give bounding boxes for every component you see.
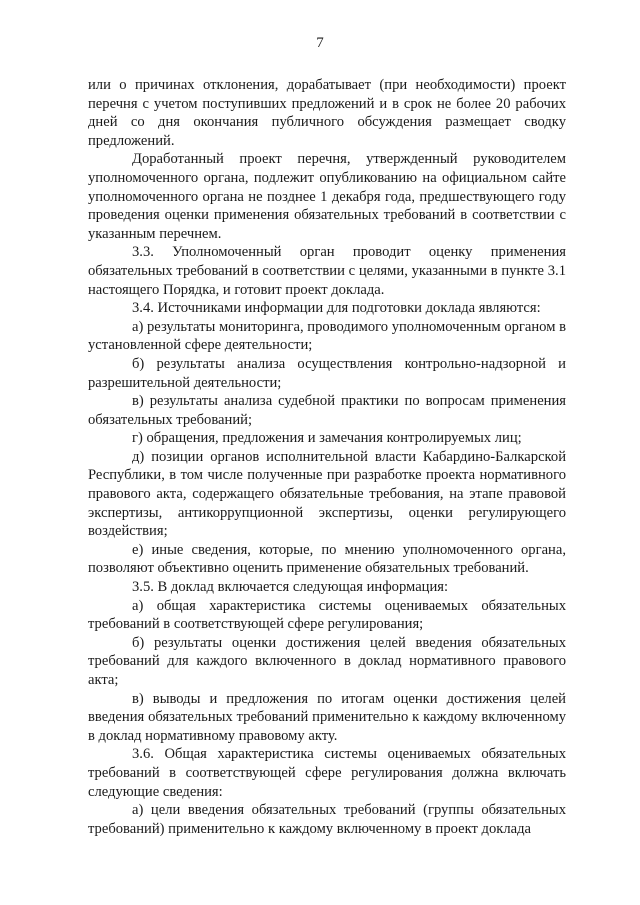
list-item: е) иные сведения, которые, по мнению уполномоченного органа, позволяют объективно оценить применение обязательных требований. <box>88 541 566 577</box>
paragraph: 3.6. Общая характеристика системы оцениваемых обязательных требований в соответствующей сфере регулирования должна включать следующие сведения: <box>88 746 566 800</box>
list-item: в) выводы и предложения по итогам оценки достижения целей введения обязательных требований применительно к каждому включенному в доклад нормативному правовому акту. <box>88 690 566 744</box>
page-number: 7 <box>316 35 324 51</box>
paragraph: Доработанный проект перечня, утвержденный руководителем уполномоченного органа, подлежит опубликованию на официальном сайте уполномоченного органа не позднее 1 декабря года, предшествующего году проведения оценки применения обязательных требований в соответствии с указанным перечнем. <box>88 151 566 242</box>
list-item: а) общая характеристика системы оцениваемых обязательных требований в соответствующей сфере регулирования; <box>88 597 566 633</box>
list-item: г) обращения, предложения и замечания контролируемых лиц; <box>132 430 522 447</box>
list-item: а) цели введения обязательных требований (группы обязательных требований) применительно к каждому включенному в проект доклада <box>88 802 566 837</box>
list-item: б) результаты анализа осуществления контрольно-надзорной и разрешительной деятельности; <box>88 355 566 391</box>
paragraph: 3.5. В доклад включается следующая информация: <box>132 579 449 596</box>
document-body <box>88 76 566 838</box>
list-item: в) результаты анализа судебной практики по вопросам применения обязательных требований; <box>88 393 566 428</box>
paragraph: 3.4. Источниками информации для подготовки доклада являются: <box>132 300 541 317</box>
list-item: а) результаты мониторинга, проводимого уполномоченным органом в установленной сфере деятельности; <box>88 318 566 354</box>
paragraph: 3.3. Уполномоченный орган проводит оценку применения обязательных требований в соответствии с целями, указанными в пункте 3.1 настоящего Порядка, и готовит проект доклада. <box>88 244 566 298</box>
paragraph: или о причинах отклонения, дорабатывает (при необходимости) проект перечня с учетом поступивших предложений и в срок не более 20 рабочих дней со дня окончания публичного обсуждения размещает сводку предложений. <box>88 77 566 149</box>
list-item: б) результаты оценки достижения целей введения обязательных требований для каждого включенного в доклад нормативного правового акта; <box>88 634 566 688</box>
list-item: д) позиции органов исполнительной власти Кабардино-Балкарской Республики, в том числе полученные при разработке проекта нормативного правового акта, содержащего обязательные требования, на этапе правовой экспертизы, антикоррупционной экспертизы, оценки регулирующего воздействия; <box>88 448 566 540</box>
